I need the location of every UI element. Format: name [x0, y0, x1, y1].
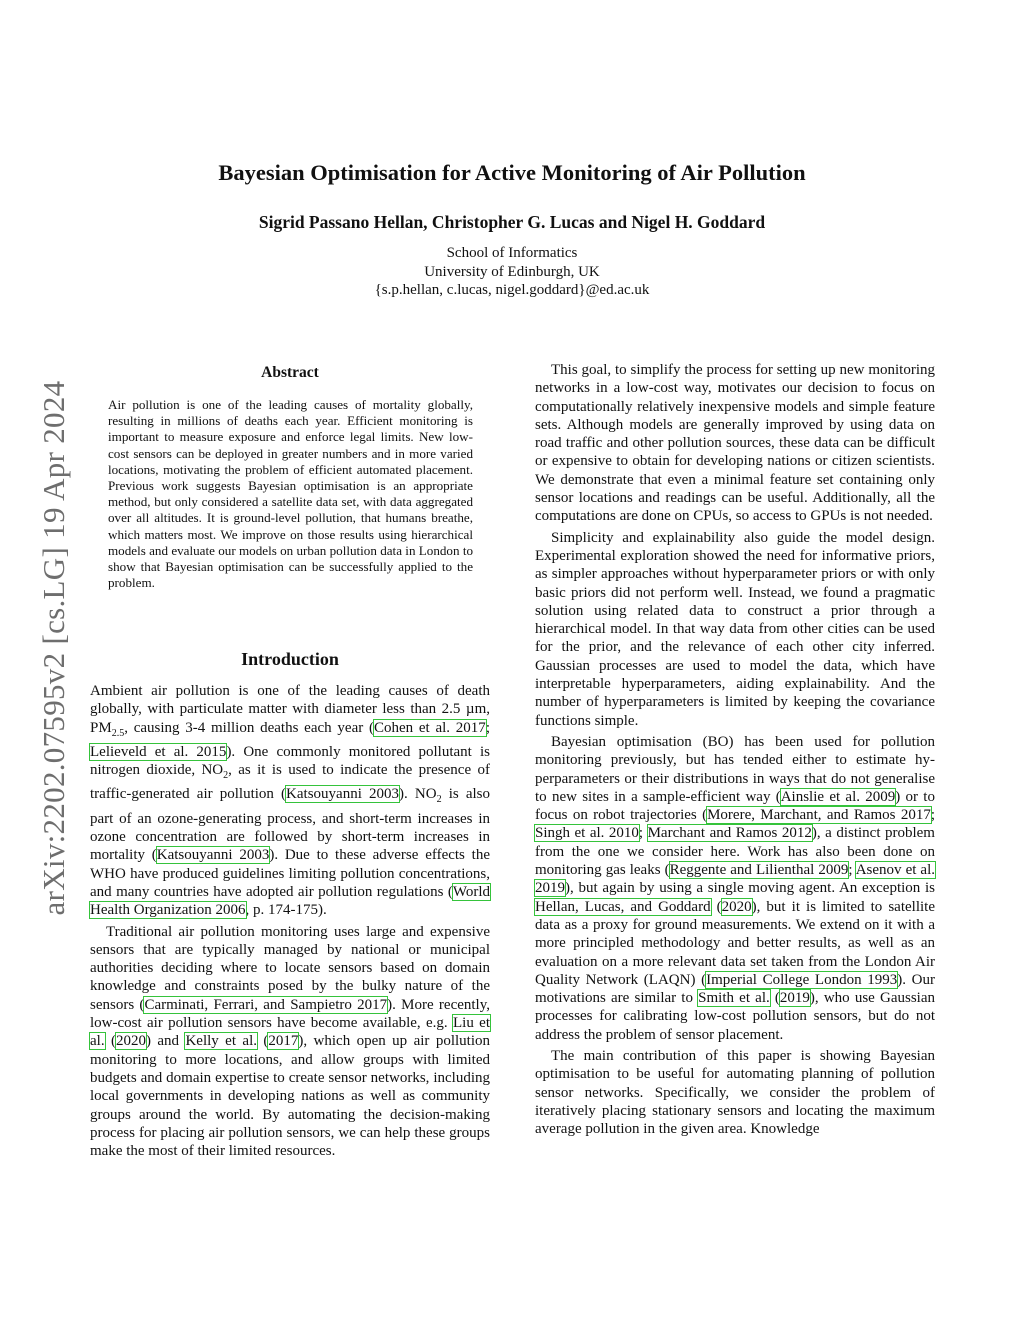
- right-paragraph-4: The main contribution of this paper is showing Bayesian optimisation to be useful for automating planning of pollution sensor networks. Specifically, we consider the problem of iteratively placing stationary sensors and locating the maximum average pollution in the given area. Knowledge: [535, 1047, 935, 1138]
- citation-link[interactable]: Katsouyanni 2003: [286, 786, 400, 803]
- paper-authors: Sigrid Passano Hellan, Christopher G. Lucas and Nigel H. Goddard: [258, 212, 766, 232]
- citation-link[interactable]: Kelly et al.: [185, 1033, 257, 1050]
- citation-link[interactable]: Morere, Marchant, and Ramos 2017: [707, 807, 931, 824]
- right-paragraph-1: This goal, to simplify the process for setting up new monitoring networks in a low-cost way, motivates our decision to focus on computationally relatively inexpensive models and simple feature sets. Although models are generally improved by using data on road traffic and other pollution sources, these data can be difficult or expensive to obtain for developing nations or citizen scientists. We demonstrate that even a minimal feature set containing only sensor locations and readings can be useful. Additionally, all the computations are done on CPUs, so access to GPUs is not needed.: [535, 362, 935, 525]
- abstract-heading: Abstract: [261, 364, 319, 381]
- right-column-body: [535, 361, 935, 1138]
- citation-link[interactable]: Smith et al.: [698, 990, 770, 1007]
- intro-paragraph-1: Ambient air pollution is one of the leading causes of death globally, with particulate matter with diameter less than 2.5 µm, $PM_{2.5}$, causing 3-4 million deaths each year (Cohen et al. 2017; Lelieveld et al. 2015). One commonly monitored pollutant is nitrogen dioxide, $NO_2$, as it is used to indicate the presence of traffic-generated air pollution (Katsouyanni 2003). $NO_2$ is also part of an ozone-generating process, and short-term increases in ozone concentration are followed by short-term increases in mortality (Katsouyanni 2003). Due to these adverse effects the WHO have produced guidelines limiting pollution concentrations, and many countries have adopted air pollution regulations (World Health Organization 2006, p. 174-175).: [90, 683, 490, 919]
- citation-link[interactable]: Hellan, Lucas, and Goddard: [535, 898, 711, 915]
- citation-link[interactable]: Ainslie et al. 2009: [780, 788, 896, 805]
- citation-link[interactable]: Katsouyanni 2003: [156, 847, 270, 864]
- right-paragraph-2: Simplicity and explainability also guide the model design. Experimental exploration showed the need for informative priors, as simpler approaches without hyperparameter priors or with only basic priors did not perform well. Instead, we found a pragmatic solution using related data to construct a prior through a hierarchical model. In that way data from other cities can be used for the prior, and the relevance of each other city inferred. Gaussian processes are used to model the data, which have interpretable hyperparameters, aiding explainability. And the number of hyperparameters is limited by keeping the covariance functions simple.: [535, 529, 935, 729]
- citation-link[interactable]: 2019: [779, 990, 810, 1007]
- citation-link[interactable]: Singh et al. 2010: [535, 825, 639, 842]
- citation-link[interactable]: Asenov et al. 2019: [535, 862, 936, 897]
- introduction-heading: Introduction: [241, 649, 339, 669]
- affiliation-emails: {s.p.hellan, c.lucas, nigel.goddard}@ed.ac.uk: [374, 282, 650, 298]
- affiliation-school: School of Informatics: [446, 245, 578, 261]
- abstract-text: Air pollution is one of the leading causes of mortality globally, resulting in millions of deaths each year. Efficient monitoring is important to measure exposure and enforce legal limits. New low-cost sensors can be deployed in greater numbers and in more varied locations, motivating the problem of efficient automated placement. Previous work suggests Bayesian optimisation is an appropriate method, but only considered a satellite data set, with data aggregated over all altitudes. It is ground-level pollution, that humans breathe, which matters most. We improve on those results using hierarchical models and evaluate our models on urban pollution data in London to show that Bayesian optimisation can be successfully applied to the problem.: [108, 397, 473, 591]
- citation-link[interactable]: Liu et al.: [90, 1015, 491, 1050]
- arxiv-sidebar-label: arXiv:2202.07595v2 [cs.LG] 19 Apr 2024: [36, 380, 71, 916]
- citation-link[interactable]: Lelieveld et al. 2015: [90, 743, 227, 760]
- citation-link[interactable]: Cohen et al. 2017: [373, 719, 486, 736]
- citation-link[interactable]: 2020: [115, 1033, 146, 1050]
- affiliation-university: University of Edinburgh, UK: [424, 263, 600, 280]
- right-paragraph-3: Bayesian optimisation (BO) has been used for pollution monitoring previously, but has tended either to estimate hyperparameters or their distributions in ways that do not generalise to new sites in a sample-efficient way (Ainslie et al. 2009) or to focus on robot trajectories (Morere, Marchant, and Ramos 2017; Singh et al. 2010; Marchant and Ramos 2012), a distinct problem from the one we consider here. Work has also been done on monitoring gas leaks (Reggente and Lilienthal 2009; Asenov et al. 2019), but again by using a single moving agent. An exception is Hellan, Lucas, and Goddard (2020), but it is limited to satellite data as a proxy for ground measurements. We extend on it with a more principled methodology and better results, as well as an evaluation on a more relevant data set taken from the London Air Quality Network (LAQN) (Imperial College London 1993). Our motivations are similar to Smith et al. (2019), who use Gaussian processes for calibrating low-cost pollution sensors, but do not address the problem of sensor placement.: [535, 733, 936, 1043]
- intro-paragraph-2: Traditional air pollution monitoring uses large and expensive sensors that are typically managed by national or municipal authorities deciding where to locate sensors based on domain knowledge and constraints posed by the bulky nature of the sensors (Carminati, Ferrari, and Sampietro 2017). More recently, low-cost air pollution sensors have become available, e.g. Liu et al. (2020) and Kelly et al. (2017), which open up air pollution monitoring to more locations, and allow groups with limited budgets and domain expertise to create sensor networks, including local governments in developing nations as well as community groups around the world. By automating the decision-making process for placing air pollution sensors, we can help these groups make the most of their limited resources.: [90, 923, 491, 1160]
- citation-link[interactable]: World Health Organization 2006: [90, 883, 490, 919]
- affiliation-block: [0, 244, 1024, 300]
- citation-link[interactable]: 2017: [268, 1033, 299, 1050]
- left-column-body: [90, 682, 490, 1160]
- paper-title: Bayesian Optimisation for Active Monitoring of Air Pollution: [218, 160, 806, 185]
- citation-link[interactable]: Reggente and Lilienthal 2009: [669, 862, 849, 879]
- citation-link[interactable]: Marchant and Ramos 2012: [647, 825, 812, 842]
- citation-link[interactable]: Imperial College London 1993: [706, 971, 898, 988]
- citation-link[interactable]: Carminati, Ferrari, and Sampietro 2017: [144, 996, 388, 1013]
- citation-link[interactable]: 2020: [721, 898, 752, 915]
